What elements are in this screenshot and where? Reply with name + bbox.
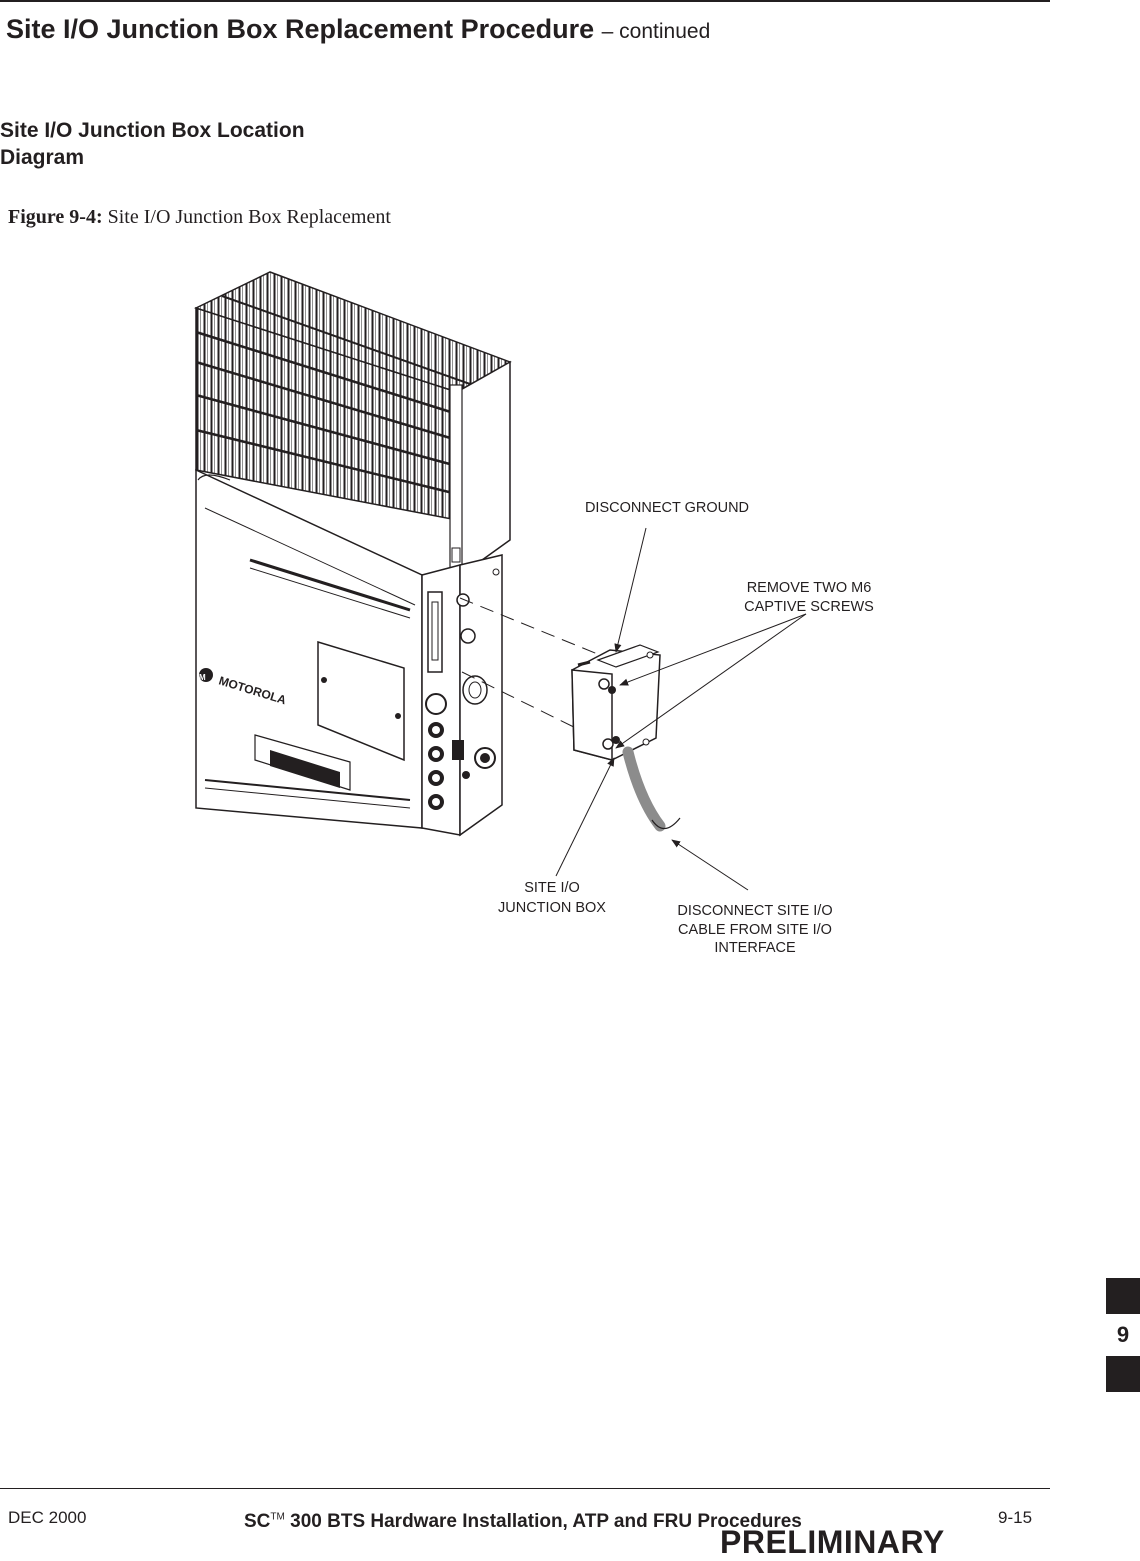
callout-remove-screws-line1: REMOVE TWO M6 xyxy=(746,580,872,596)
callout-labels xyxy=(498,500,874,956)
callout-disconnect-cable-line2: CABLE FROM SITE I/O xyxy=(678,922,832,938)
figure-number: Figure 9-4: xyxy=(8,206,103,228)
callout-disconnect-cable-line1: DISCONNECT SITE I/O xyxy=(677,903,833,919)
page-number: 9-15 xyxy=(998,1508,1033,1527)
chapter-tab-label: 9 xyxy=(1116,1322,1130,1347)
bts-chassis xyxy=(196,470,422,828)
connector-panel xyxy=(422,555,502,835)
section-heading-line2: Diagram xyxy=(0,146,85,169)
captive-screw-top xyxy=(599,679,609,689)
footer-title-rest: 300 BTS Hardware Installation, ATP and FRU Procedures xyxy=(284,1511,802,1532)
footer-title xyxy=(244,1511,802,1533)
callout-remove-screws-line2: CAPTIVE SCREWS xyxy=(744,599,874,615)
page-title-text: Site I/O Junction Box Replacement Procedure xyxy=(6,14,595,44)
captive-screw-bottom xyxy=(603,739,613,749)
figure-caption-text: Site I/O Junction Box Replacement xyxy=(107,206,391,228)
footer-date: DEC 2000 xyxy=(8,1508,87,1527)
section-heading-line1: Site I/O Junction Box Location xyxy=(0,119,305,142)
callout-junction-box-line1: SITE I/O xyxy=(524,880,580,896)
continued-label: – continued xyxy=(601,20,711,43)
chapter-tab-top xyxy=(1106,1278,1140,1314)
callout-disconnect-ground: DISCONNECT GROUND xyxy=(584,500,750,516)
brand-text: MOTOROLA xyxy=(217,673,288,708)
site-io-junction-box xyxy=(572,645,680,829)
footer-rule xyxy=(0,1488,1050,1489)
callout-junction-box-line2: JUNCTION BOX xyxy=(498,900,606,916)
site-io-cable xyxy=(628,752,660,826)
trademark-mark: TM xyxy=(270,1511,285,1523)
footer-title-prefix: SC xyxy=(244,1511,271,1532)
chapter-tab-bottom xyxy=(1106,1356,1140,1392)
preliminary-label: PRELIMINARY xyxy=(720,1524,945,1560)
callout-disconnect-cable-line3: INTERFACE xyxy=(714,940,796,956)
svg-text:M: M xyxy=(199,673,206,682)
